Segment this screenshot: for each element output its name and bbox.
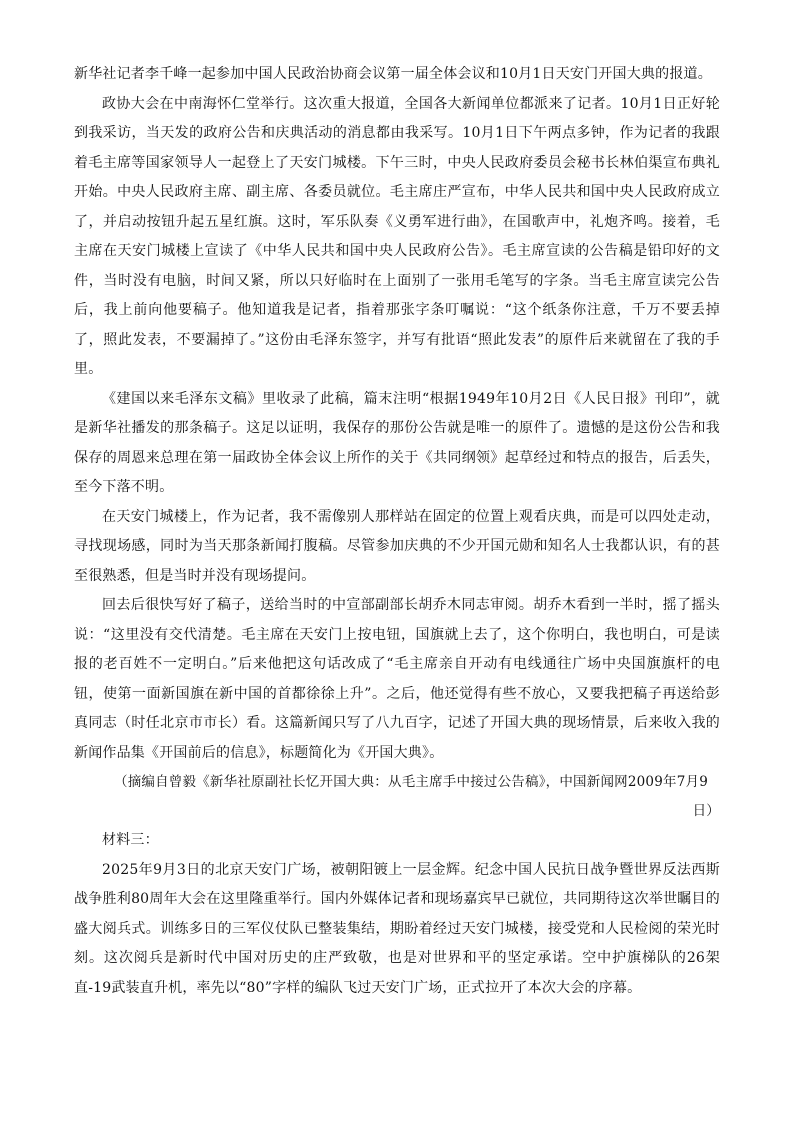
paragraph-tiananmen: 在天安门城楼上，作为记者，我不需像别人那样站在固定的位置上观看庆典，而是可以四处走动，寻找现场感，同时为当天那条新闻打腹稿。尽管参加庆典的不少开国元勋和知名人士我都认识，有的甚至很熟悉，但是当时并没有现场提问。 [74, 508, 720, 584]
paragraph-material-three: 2025年9月3日的北京天安门广场，被朝阳镀上一层金辉。纪念中国人民抗日战争暨世界反法西斯战争胜利80周年大会在这里隆重举行。国内外媒体记者和现场嘉宾早已就位，共同期待这次举世瞩目的盛大阅兵式。训练多日的三军仪仗队已整装集结，期盼着经过天安门城楼，接受党和人民检阅的荣光时刻。这次阅兵是新时代中国对历史的庄严致敬，也是对世界和平的坚定承诺。空中护旗梯队的26架直-19武装直升机，率先以“80”字样的编队飞过天安门广场，正式拉开了本次大会的序幕。 [74, 861, 720, 996]
source-citation-main: （摘编自曾毅《新华社原副社长忆开国大典：从毛主席手中接过公告稿》，中国新闻网2009年7月9 [114, 774, 708, 790]
material-heading: 材料三： [102, 832, 159, 848]
paragraph-manuscript: 《建国以来毛泽东文稿》里收录了此稿，篇末注明“根据1949年10月2日《人民日报》刊印”，就是新华社播发的那条稿子。这足以证明，我保存的那份公告就是唯一的原件了。遗憾的是这份公告和我保存的周恩来总理在第一届政协全体会议上所作的关于《共同纲领》起草经过和特点的报告，后丢失，至今下落不明。 [74, 390, 720, 495]
paragraph-intro-continuation: 新华社记者李千峰一起参加中国人民政治协商会议第一届全体会议和10月1日天安门开国大典的报道。 [74, 66, 712, 82]
source-citation-end: 日） [692, 803, 720, 819]
paragraph-ceremony: 政协大会在中南海怀仁堂举行。这次重大报道，全国各大新闻单位都派来了记者。10月1日正好轮到我采访，当天发的政府公告和庆典活动的消息都由我采写。10月1日下午两点多钟，作为记者的我跟着毛主席等国家领导人一起登上了天安门城楼。下午三时，中央人民政府委员会秘书长林伯渠宣布典礼开始。中央人民政府主席、副主席、各委员就位。毛主席庄严宣布，中华人民共和国中央人民政府成立了，并启动按钮升起五星红旗。这时，军乐队奏《义勇军进行曲》，在国歌声中，礼炮齐鸣。接着，毛主席在天安门城楼上宣读了《中华人民共和国中央人民政府公告》。毛主席宣读的公告稿是铅印好的文件，当时没有电脑，时间又紧，所以只好临时在上面别了一张用毛笔写的字条。当毛主席宣读完公告后，我上前向他要稿子。他知道我是记者，指着那张字条叮嘱说：“这个纸条你注意，千万不要丢掉了，照此发表，不要漏掉了。”这份由毛泽东签字，并写有批语“照此发表”的原件后来就留在了我的手里。 [74, 95, 720, 377]
paragraph-review: 回去后很快写好了稿子，送给当时的中宣部副部长胡乔木同志审阅。胡乔木看到一半时，摇了摇头说：“这里没有交代清楚。毛主席在天安门上按电钮，国旗就上去了，这个你明白，我也明白，可是读报的老百姓不一定明白。”后来他把这句话改成了“毛主席亲自开动有电线通往广场中央国旗旗杆的电钮，使第一面新国旗在新中国的首都徐徐上升”。之后，他还觉得有些不放心，又要我把稿子再送给彭真同志（时任北京市市长）看。这篇新闻只写了八九百字，记述了开国大典的现场情景，后来收入我的新闻作品集《开国前后的信息》，标题简化为《开国大典》。 [74, 597, 720, 761]
document-body [74, 60, 720, 1003]
source-citation [74, 768, 720, 826]
